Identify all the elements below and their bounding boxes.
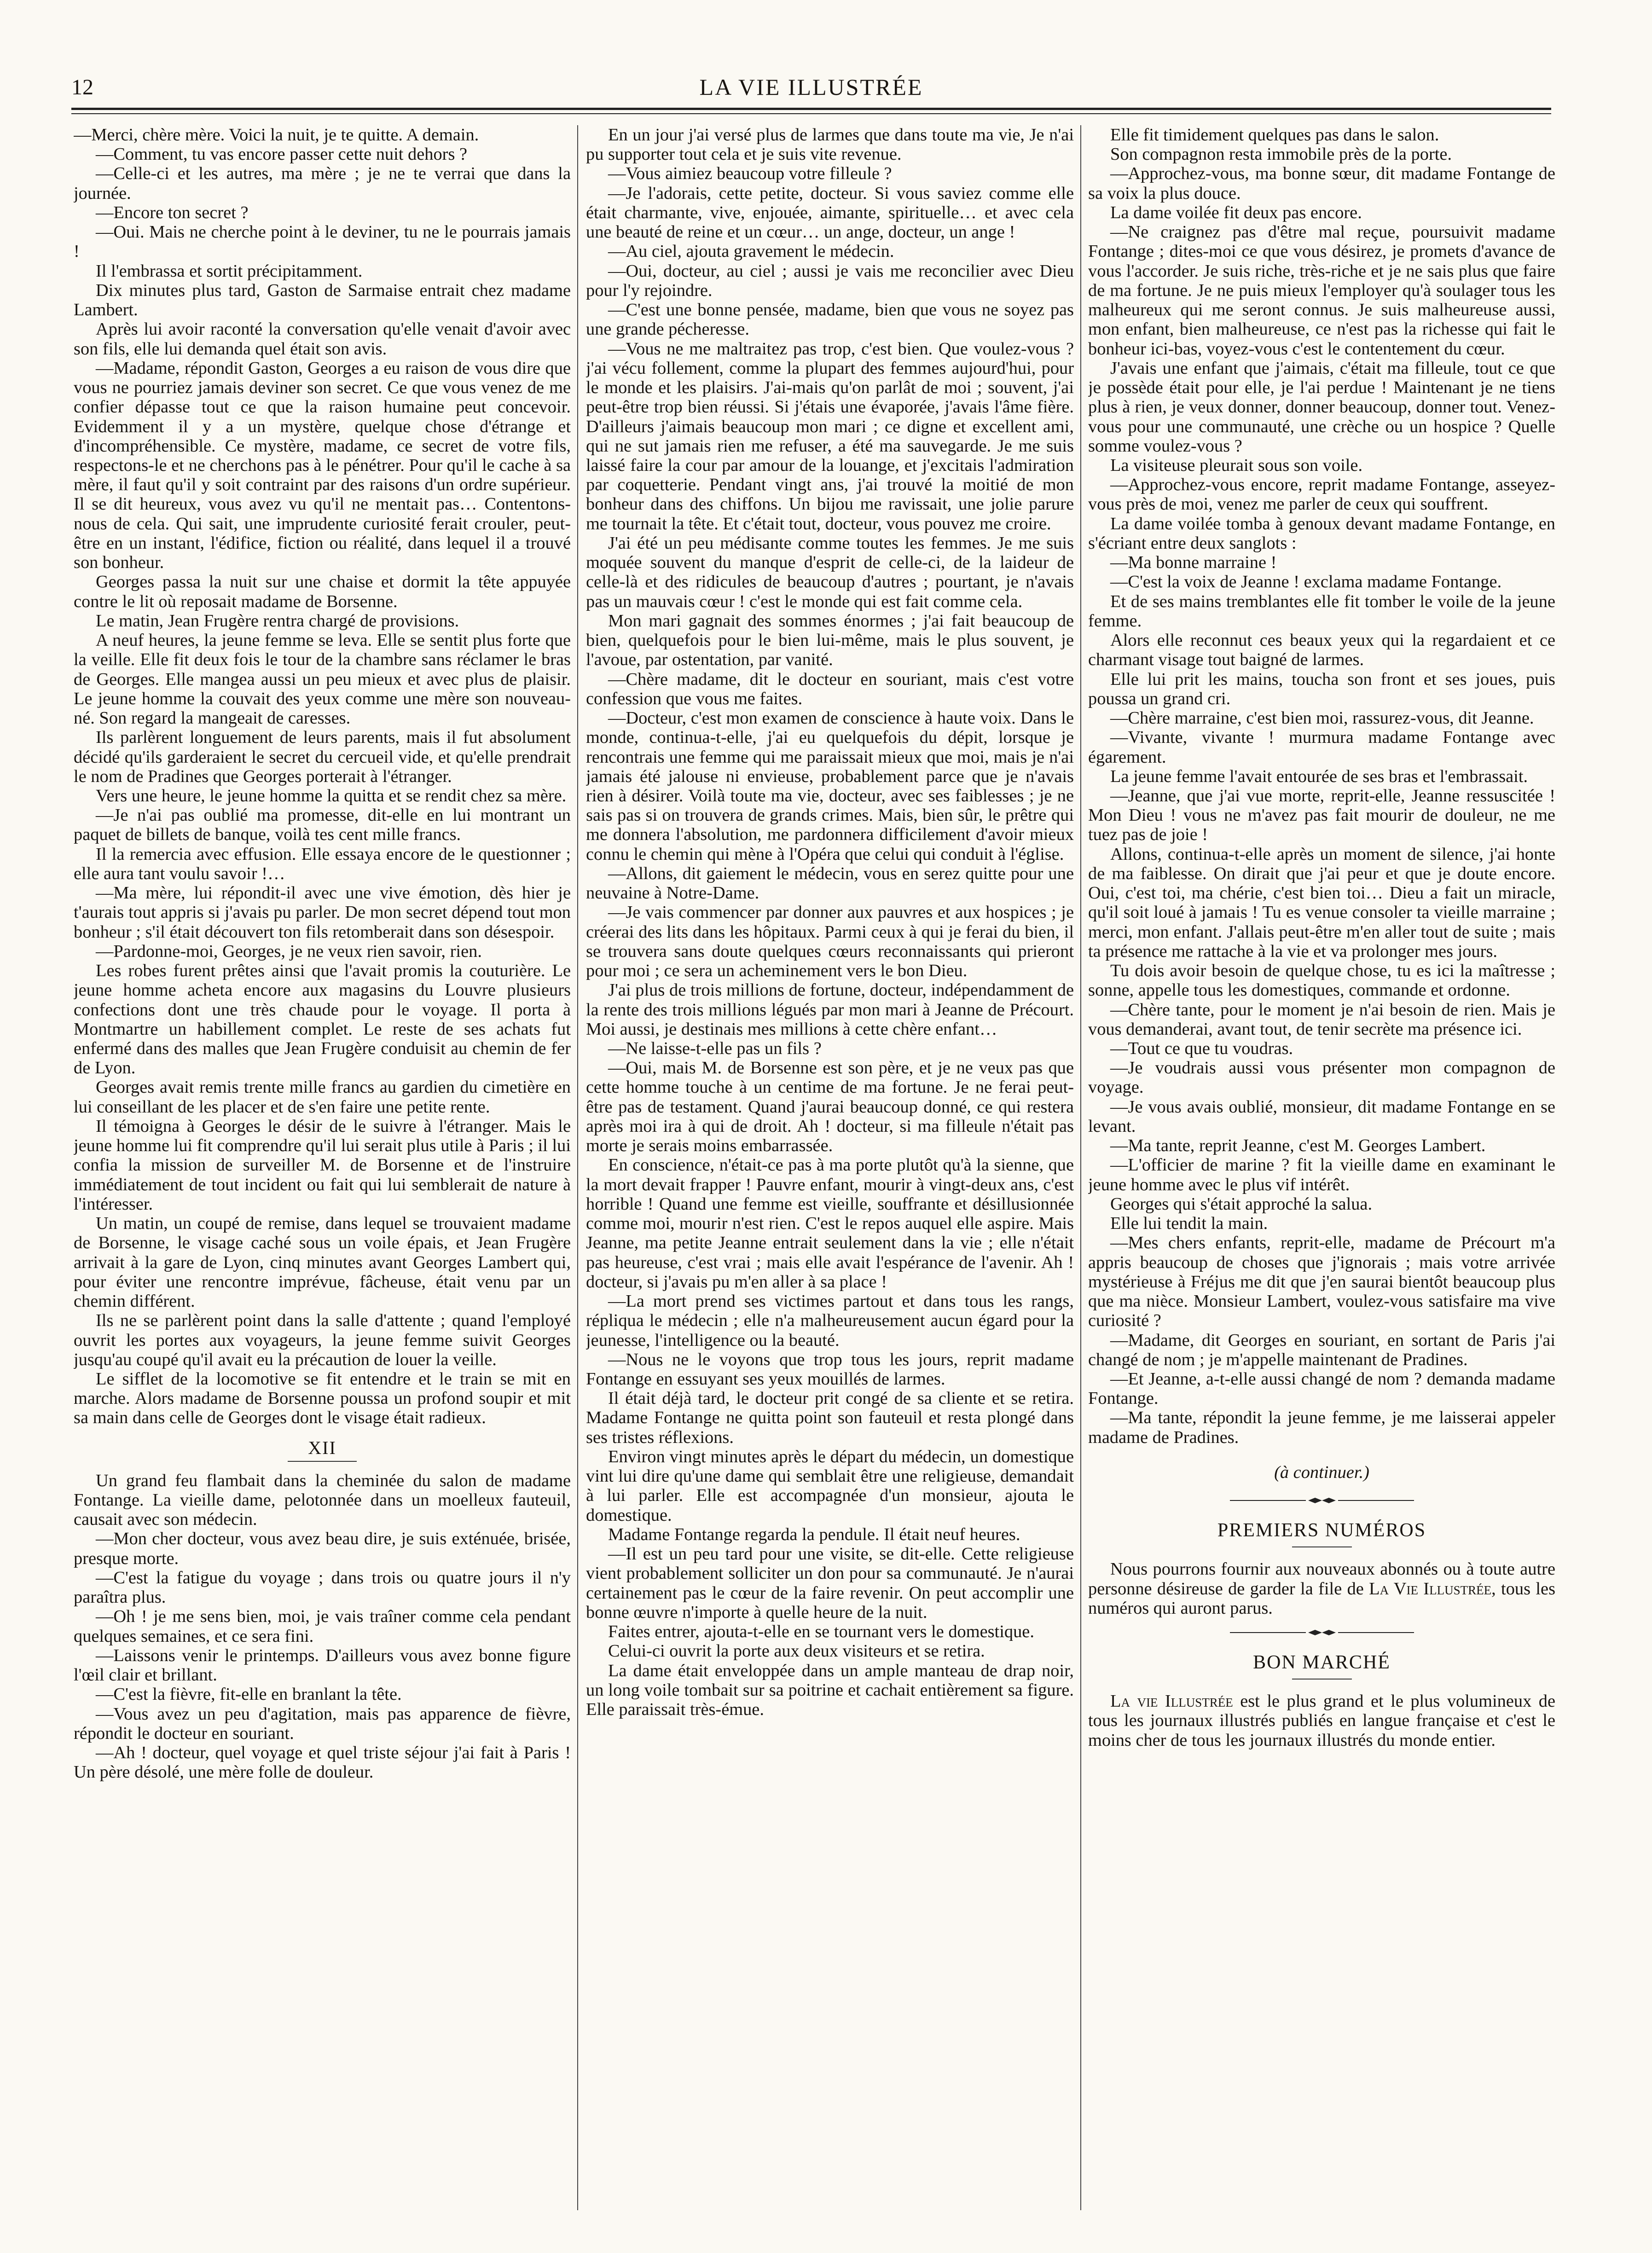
chapter-rule bbox=[288, 1461, 357, 1462]
paragraph: —Je l'adorais, cette petite, docteur. Si vous saviez comme elle était charmante, vive, enjouée, aimante, spirituelle… et avec cela une beauté de reine et un cœur… un ange, docteur, un ange ! bbox=[586, 183, 1074, 242]
paragraph: —Nous ne le voyons que trop tous les jours, reprit madame Fontange en essuyant ses yeux mouillés de larmes. bbox=[586, 1349, 1074, 1389]
paragraph: Dix minutes plus tard, Gaston de Sarmaise entrait chez madame Lambert. bbox=[74, 280, 571, 320]
paragraph: Tu dois avoir besoin de quelque chose, tu es ici la maîtresse ; sonne, appelle tous les domestiques, commande et ordonne. bbox=[1088, 961, 1555, 1000]
paragraph: Environ vingt minutes après le départ du médecin, un domestique vint lui dire qu'une dame qui semblait être une religieuse, demandait à lui parler. Elle est accompagnée d'un monsieur, ajouta le domestique. bbox=[586, 1447, 1074, 1525]
paragraph: —Il est un peu tard pour une visite, se dit-elle. Cette religieuse vient probablement solliciter un don pour sa communauté. Je n'aurai certainement pas le cœur de la faire revenir. On peut accomplir une bonne œuvre n'importe à quelle heure de la nuit. bbox=[586, 1544, 1074, 1622]
continuation-note: (à continuer.) bbox=[1274, 1462, 1369, 1482]
chapter-text bbox=[74, 1471, 571, 1782]
paragraph: J'ai été un peu médisante comme toutes les femmes. Je me suis moquée souvent du manque d'esprit de celle-ci, de la laideur de celle-là et des ridicules de beaucoup d'autres ; pourtant, je n'avais pas un mauvais cœur ! c'est le monde qui est fait comme cela. bbox=[586, 533, 1074, 611]
paragraph: —C'est la voix de Jeanne ! exclama madame Fontange. bbox=[1110, 572, 1502, 592]
paragraph: Mon mari gagnait des sommes énormes ; j'ai fait beaucoup de bien, quelquefois pour le bien lui-même, mais le plus souvent, je l'avoue, par ostentation, par vanité. bbox=[586, 611, 1074, 670]
paragraph: —Oui, mais M. de Borsenne est son père, et je ne veux pas que cette homme touche à un centime de ma fortune. Je ne ferai peut-être pas de testament. Quand j'aurai beaucoup donné, ce qui restera après moi ira à qui de droit. Ah ! docteur, si ma filleule n'était pas morte je serais moins embarrassée. bbox=[586, 1058, 1074, 1156]
column-1 bbox=[74, 125, 571, 2210]
paragraph: —Ma tante, répondit la jeune femme, je me laisserai appeler madame de Pradines. bbox=[1088, 1408, 1555, 1447]
paragraph: —Vivante, vivante ! murmura madame Fontange avec égarement. bbox=[1088, 728, 1555, 767]
bon-marche-text-b: est le plus grand et le plus volumineux de tous les journaux illustrés publiés en langue française et c'est le moins cher de tous les journaux illustrés du monde entier. bbox=[1088, 1691, 1555, 1750]
paragraph: —Pardonne-moi, Georges, je ne veux rien savoir, rien. bbox=[96, 941, 482, 961]
paragraph: La jeune femme l'avait entourée de ses bras et l'embrassait. bbox=[1110, 766, 1528, 786]
paragraph: Un matin, un coupé de remise, dans lequel se trouvaient madame de Borsenne, le visage caché sous un voile épais, et Jean Frugère arrivait à la gare de Lyon, cinq minutes avant Georges Lambert qui, pour éviter une rencontre imprévue, fâcheuse, était venu par un chemin différent. bbox=[74, 1214, 571, 1311]
paragraph: —Je n'ai pas oublié ma promesse, dit-elle en lui montrant un paquet de billets de banque, voilà tes cent mille francs. bbox=[74, 805, 571, 845]
paragraph: —Ma bonne marraine ! bbox=[1110, 553, 1277, 573]
paragraph: —Celle-ci et les autres, ma mère ; je ne te verrai que dans la journée. bbox=[74, 164, 571, 203]
newspaper-title: LA VIE ILLUSTRÉE bbox=[699, 74, 923, 100]
paragraph: —Ne craignez pas d'être mal reçue, poursuivit madame Fontange ; dites-moi ce que vous désirez, je promets d'avance de vous l'accorder. Je suis riche, très-riche et je ne sais plus que faire de ma fortune. Je ne puis mieux l'employer qu'à soulager tous les malheureux qui me seront connus. Je suis malheureuse aussi, mon enfant, bien malheureuse, ce n'est pas la richesse qui fait le bonheur ici-bas, voyez-vous c'est le contentement du cœur. bbox=[1088, 222, 1555, 359]
header-rule-thin bbox=[71, 113, 1551, 114]
paragraph: Elle lui tendit la main. bbox=[1110, 1214, 1268, 1234]
column-3 bbox=[1088, 125, 1555, 2210]
paragraph: Il témoigna à Georges le désir de le suivre à l'étranger. Mais le jeune homme lui fit comprendre qu'il lui serait plus utile à Paris ; il lui confia la mission de surveiller M. de Borsenne et de l'instruire immédiatement de tout incident ou fait qui lui semblerait de nature à l'intéresser. bbox=[74, 1116, 571, 1214]
premiers-numeros-text bbox=[1088, 1559, 1555, 1618]
paragraph: La visiteuse pleurait sous son voile. bbox=[1110, 455, 1363, 475]
paragraph: —Laissons venir le printemps. D'ailleurs vous avez bonne figure l'œil clair et brillant. bbox=[74, 1645, 571, 1685]
chapter-heading: XII bbox=[308, 1437, 336, 1458]
paragraph: —Ne laisse-t-elle pas un fils ? bbox=[608, 1039, 822, 1059]
paragraph: Et de ses mains tremblantes elle fit tomber le voile de la jeune femme. bbox=[1088, 591, 1555, 631]
column-2 bbox=[586, 125, 1074, 2210]
premiers-text-title: La Vie Illustrée bbox=[1369, 1579, 1492, 1599]
column-divider bbox=[577, 125, 578, 2210]
premiers-numeros-heading: PREMIERS NUMÉROS bbox=[1217, 1520, 1426, 1541]
bon-marche-text-title: La vie Illustrée bbox=[1110, 1691, 1233, 1711]
paragraph: Alors elle reconnut ces beaux yeux qui la regardaient et ce charmant visage tout baigné de larmes. bbox=[1088, 631, 1555, 670]
paragraph: —Madame, dit Georges en souriant, en sortant de Paris j'ai changé de nom ; je m'appelle maintenant de Pradines. bbox=[1088, 1330, 1555, 1369]
bon-marche-heading: BON MARCHÉ bbox=[1253, 1652, 1391, 1674]
paragraph: —Allons, dit gaiement le médecin, vous en serez quitte pour une neuvaine à Notre-Dame. bbox=[586, 863, 1074, 903]
paragraph: —Chère marraine, c'est bien moi, rassurez-vous, dit Jeanne. bbox=[1110, 708, 1534, 728]
paragraph: Celui-ci ouvrit la porte aux deux visiteurs et se retira. bbox=[608, 1641, 985, 1661]
paragraph: Son compagnon resta immobile près de la porte. bbox=[1110, 145, 1452, 164]
paragraph: Le matin, Jean Frugère rentra chargé de provisions. bbox=[96, 611, 459, 631]
paragraph: —La mort prend ses victimes partout et dans tous les rangs, répliqua le médecin ; elle n'a malheureusement aucun égard pour la jeunesse, l'intelligence ou la beauté. bbox=[586, 1292, 1074, 1350]
paragraph: —Ma tante, reprit Jeanne, c'est M. Georges Lambert. bbox=[1110, 1136, 1486, 1156]
premiers-text-b: , tous les numéros qui auront parus. bbox=[1088, 1579, 1555, 1618]
paragraph: J'avais une enfant que j'aimais, c'était ma filleule, tout ce que je possède était pour elle, je l'ai perdue ! Maintenant je ne tiens plus à rien, je veux donner, donner beaucoup, donner tout. Venez-vous pour une communauté, une crèche ou un hospice ? Quelle somme voulez-vous ? bbox=[1088, 358, 1555, 456]
paragraph: —C'est la fièvre, fit-elle en branlant la tête. bbox=[96, 1685, 402, 1704]
paragraph: —Vous avez un peu d'agitation, mais pas apparence de fièvre, répondit le docteur en souriant. bbox=[74, 1704, 571, 1743]
paragraph: La dame voilée fit deux pas encore. bbox=[1110, 203, 1362, 222]
ornament-divider bbox=[1225, 1496, 1419, 1505]
paragraph: Elle lui prit les mains, toucha son front et ses joues, puis poussa un grand cri. bbox=[1088, 669, 1555, 708]
paragraph: En un jour j'ai versé plus de larmes que dans toute ma vie, Je n'ai pu supporter tout cela et je suis vite revenue. bbox=[586, 125, 1074, 164]
paragraph: J'ai plus de trois millions de fortune, docteur, indépendamment de la rente des trois millions légués par mon mari à Jeanne de Précourt. Moi aussi, je destinais mes millions à cette chère enfant… bbox=[586, 980, 1074, 1039]
paragraph: La dame voilée tomba à genoux devant madame Fontange, en s'écriant entre deux sanglots : bbox=[1088, 514, 1555, 553]
paragraph: —Mon cher docteur, vous avez beau dire, je suis exténuée, brisée, presque morte. bbox=[74, 1529, 571, 1568]
paragraph: Il était déjà tard, le docteur prit congé de sa cliente et se retira. Madame Fontange ne quitta point son fauteuil et resta plongé dans ses tristes réflexions. bbox=[586, 1389, 1074, 1447]
paragraph: —Oui, docteur, au ciel ; aussi je vais me reconcilier avec Dieu pour l'y rejoindre. bbox=[586, 261, 1074, 300]
paragraph: Après lui avoir raconté la conversation qu'elle venait d'avoir avec son fils, elle lui demanda quel était son avis. bbox=[74, 319, 571, 359]
paragraph: —Chère madame, dit le docteur en souriant, mais c'est votre confession que vous me faites. bbox=[586, 669, 1074, 708]
paragraph: —Je vous avais oublié, monsieur, dit madame Fontange en se levant. bbox=[1088, 1097, 1555, 1136]
paragraph: —Oui. Mais ne cherche point à le deviner, tu ne le pourrais jamais ! bbox=[74, 222, 571, 261]
section-rule bbox=[1292, 1546, 1352, 1547]
paragraph: Faites entrer, ajouta-t-elle en se tournant vers le domestique. bbox=[608, 1622, 1034, 1642]
paragraph: —Madame, répondit Gaston, Georges a eu raison de vous dire que vous ne pourriez jamais deviner son secret. Ce que vous venez de me confier dépasse tout ce que la raison humaine peut concevoir. Evidemment il y a un mystère, quelque chose d'étrange et d'incompréhensible. Ce mystère, madame, ce secret de votre fils, respectons-le et ne cherchons pas à le pénétrer. Pour qu'il le cache à sa mère, il faut qu'il y soit contraint par des raisons d'un ordre supérieur. Il se dit heureux, vous avez vu qu'il ne mentait pas… Contentons-nous de cela. Qui sait, une imprudente curiosité ferait crouler, peut-être en un instant, l'édifice, fiction ou réalité, dans lequel il a trouvé son bonheur. bbox=[74, 358, 571, 573]
paragraph: —Approchez-vous encore, reprit madame Fontange, asseyez-vous près de moi, venez me parler de ceux qui souffrent. bbox=[1088, 475, 1555, 514]
paragraph: —Au ciel, ajouta gravement le médecin. bbox=[608, 242, 894, 261]
paragraph: —Vous aimiez beaucoup votre filleule ? bbox=[608, 164, 892, 184]
paragraph: —Comment, tu vas encore passer cette nuit dehors ? bbox=[96, 145, 468, 164]
paragraph: La dame était enveloppée dans un ample manteau de drap noir, un long voile tombait sur sa poitrine et cachait entièrement sa figure. Elle paraissait très-émue. bbox=[586, 1661, 1074, 1719]
paragraph: —Jeanne, que j'ai vue morte, reprit-elle, Jeanne ressuscitée ! Mon Dieu ! vous ne m'avez pas fait mourir de douleur, ne me tuez pas de joie ! bbox=[1088, 786, 1555, 845]
paragraph: Elle fit timidement quelques pas dans le salon. bbox=[1110, 125, 1439, 145]
paragraph: —Je vais commencer par donner aux pauvres et aux hospices ; je créerai des lits dans les hôpitaux. Parmi ceux à qui je ferai du bien, il se trouvera sans doute quelques cœurs reconnaissants qui prieront pour moi ; ce sera un acheminement vers le bon Dieu. bbox=[586, 903, 1074, 981]
paragraph: Georges qui s'était approché la salua. bbox=[1110, 1194, 1373, 1214]
paragraph: En conscience, n'était-ce pas à ma porte plutôt qu'à la sienne, que la mort devait frapper ! Pauvre enfant, mourir à vingt-deux ans, c'est horrible ! Quand une femme est vieille, souffrante et désillusionnée comme moi, mourir n'est rien. C'est le repos auquel elle aspire. Mais Jeanne, ma petite Jeanne entrait seulement dans la vie ; elle n'était pas heureuse, c'est vrai ; mais elle avait l'espérance de l'avenir. Ah ! docteur, si j'avais pu m'en aller à sa place ! bbox=[586, 1155, 1074, 1292]
paragraph: —Mes chers enfants, reprit-elle, madame de Précourt m'a appris beaucoup de choses que j'ignorais ; mais votre arrivée mystérieuse à Fréjus me dit que j'en saurai bientôt beaucoup plus que ma nièce. Monsieur Lambert, voulez-vous satisfaire ma vive curiosité ? bbox=[1088, 1233, 1555, 1331]
paragraph: Ils parlèrent longuement de leurs parents, mais il fut absolument décidé qu'ils garderaient le secret du cercueil vide, et qu'elle prendrait le nom de Pradines que Georges porterait à l'étranger. bbox=[74, 728, 571, 786]
paragraph: —Et Jeanne, a-t-elle aussi changé de nom ? demanda madame Fontange. bbox=[1088, 1369, 1555, 1408]
paragraph: —Ma mère, lui répondit-il avec une vive émotion, dès hier je t'aurais tout appris si j'avais pu parler. De mon secret dépend tout mon bonheur ; s'il était découvert ton fils retomberait dans son désespoir. bbox=[74, 883, 571, 942]
paragraph: —Chère tante, pour le moment je n'ai besoin de rien. Mais je vous demanderai, avant tout, de tenir secrète ma présence ici. bbox=[1088, 1000, 1555, 1039]
paragraph: Madame Fontange regarda la pendule. Il était neuf heures. bbox=[608, 1524, 1020, 1544]
paragraph: —C'est une bonne pensée, madame, bien que vous ne soyez pas une grande pécheresse. bbox=[586, 300, 1074, 339]
paragraph: —Approchez-vous, ma bonne sœur, dit madame Fontange de sa voix la plus douce. bbox=[1088, 164, 1555, 203]
paragraph: —Ah ! docteur, quel voyage et quel triste séjour j'ai fait à Paris ! Un père désolé, une mère folle de douleur. bbox=[74, 1743, 571, 1782]
paragraph: Les robes furent prêtes ainsi que l'avait promis la couturière. Le jeune homme acheta encore aux magasins du Louvre plusieurs confections dont une très chaude pour le voyage. Il porta à Montmartre un habillement complet. Le reste de ses achats fut enfermé dans des malles que Jean Frugère conduisit au chemin de fer de Lyon. bbox=[74, 961, 571, 1078]
column-divider bbox=[1080, 125, 1081, 2210]
paragraph: —Je voudrais aussi vous présenter mon compagnon de voyage. bbox=[1088, 1058, 1555, 1097]
paragraph: Ils ne se parlèrent point dans la salle d'attente ; quand l'employé ouvrit les portes aux voyageurs, la jeune femme suivit Georges jusqu'au coupé qu'il avait eu la précaution de louer la veille. bbox=[74, 1311, 571, 1369]
page-number: 12 bbox=[71, 75, 93, 99]
paragraph: Il la remercia avec effusion. Elle essaya encore de le questionner ; elle aura tant voulu savoir !… bbox=[74, 844, 571, 883]
section-rule bbox=[1292, 1679, 1352, 1680]
paragraph: Georges passa la nuit sur une chaise et dormit la tête appuyée contre le lit où reposait madame de Borsenne. bbox=[74, 572, 571, 611]
paragraph: —C'est la fatigue du voyage ; dans trois ou quatre jours il n'y paraîtra plus. bbox=[74, 1568, 571, 1607]
paragraph: —Encore ton secret ? bbox=[96, 203, 249, 222]
paragraph: —Oh ! je me sens bien, moi, je vais traîner comme cela pendant quelques semaines, et ce sera fini. bbox=[74, 1607, 571, 1646]
paragraph: Un grand feu flambait dans la cheminée du salon de madame Fontange. La vieille dame, pelotonnée dans un moelleux fauteuil, causait avec son médecin. bbox=[74, 1471, 571, 1529]
paragraph: —Tout ce que tu voudras. bbox=[1110, 1039, 1293, 1059]
paragraph: Allons, continua-t-elle après un moment de silence, j'ai honte de ma faiblesse. On dirait que j'ai peur et que je doute encore. Oui, c'est toi, ma chérie, c'est bien toi… Dieu a fait un miracle, qu'il soit loué à jamais ! Tu es venue consoler ta vieille marraine ; merci, mon enfant. J'allais peut-être m'en aller tout de suite ; mais ta présence me rattache à la vie et va prolonger mes jours. bbox=[1088, 844, 1555, 961]
paragraph: —Vous ne me maltraitez pas trop, c'est bien. Que voulez-vous ? j'ai vécu follement, comme la plupart des femmes aujourd'hui, pour le monde et les plaisirs. J'ai-mais qu'on parlât de moi ; souvent, j'ai peut-être trop bien réussi. Si j'étais une évaporée, j'avais l'âme fière. D'ailleurs j'aimais beaucoup mon mari ; ce digne et excellent ami, qui ne sut jamais rien me refuser, a été ma sauvegarde. Je me suis laissé faire la cour par amour de la louange, et j'excitais l'admiration par coquetterie. Pendant vingt ans, j'ai trouvé la moitié de mon bonheur dans des chiffons. Un bijou me ravissait, une jolie parure me tournait la tête. Et c'était tout, docteur, vous pouvez me croire. bbox=[586, 339, 1074, 533]
paragraph: A neuf heures, la jeune femme se leva. Elle se sentit plus forte que la veille. Elle fit deux fois le tour de la chambre sans réclamer le bras de Georges. Elle mangea aussi un peu mieux et avec plus de plaisir. Le jeune homme la couvait des yeux comme une mère son nouveau-né. Son regard la mangeait de caresses. bbox=[74, 631, 571, 728]
paragraph: Il l'embrassa et sortit précipitamment. bbox=[96, 261, 363, 281]
paragraph: Georges avait remis trente mille francs au gardien du cimetière en lui conseillant de les placer et de s'en faire une petite rente. bbox=[74, 1077, 571, 1117]
page-header bbox=[71, 56, 1551, 125]
paragraph: —Merci, chère mère. Voici la nuit, je te quitte. A demain. bbox=[74, 125, 479, 145]
serial-text bbox=[74, 125, 571, 1428]
serial-text bbox=[586, 125, 1074, 1719]
paragraph: Vers une heure, le jeune homme la quitta et se rendit chez sa mère. bbox=[96, 786, 567, 805]
header-rule-thick bbox=[71, 108, 1551, 110]
ornament-divider bbox=[1225, 1628, 1419, 1637]
serial-text bbox=[1088, 125, 1555, 1447]
paragraph: —Docteur, c'est mon examen de conscience à haute voix. Dans le monde, continua-t-elle, j'ai eu quelquefois du dépit, lorsque je rencontrais une femme qui me paraissait mieux que moi, mais je n'ai jamais été jalouse ni envieuse, probablement parce que je n'avais rien à désirer. Voilà toute ma vie, docteur, avec ses faiblesses ; je ne sais pas si on trouvera de grands crimes. Mais, bien sûr, le prêtre qui me donnera l'absolution, me pardonnera difficilement d'avoir mieux connu le chemin qui mène à l'Opéra que celui qui conduit à l'église. bbox=[586, 708, 1074, 864]
paragraph: —L'officier de marine ? fit la vieille dame en examinant le jeune homme avec le plus vif intérêt. bbox=[1088, 1155, 1555, 1194]
paragraph: Le sifflet de la locomotive se fit entendre et le train se mit en marche. Alors madame de Borsenne poussa un profond soupir et mit sa main dans celle de Georges dont le visage était radieux. bbox=[74, 1369, 571, 1428]
bon-marche-text bbox=[1088, 1691, 1555, 1750]
premiers-text-a: Nous pourrons fournir aux nouveaux abonnés ou à toute autre personne désireuse de garder la file de bbox=[1088, 1559, 1555, 1599]
